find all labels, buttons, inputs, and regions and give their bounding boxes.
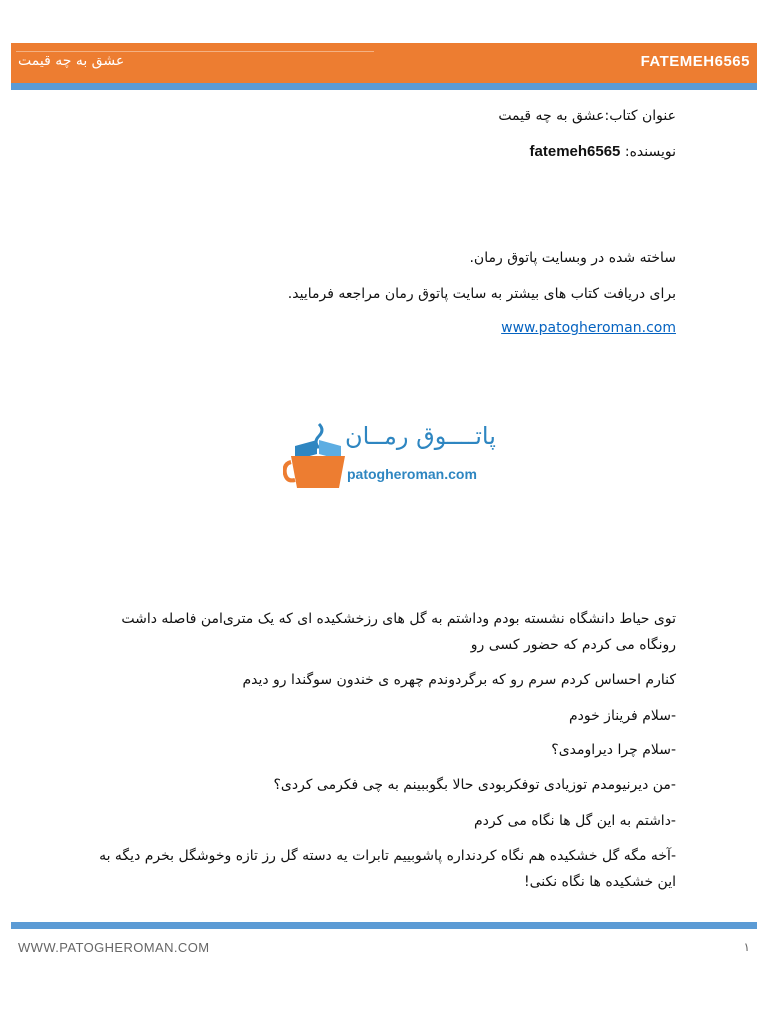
header-author: FATEMEH6565 xyxy=(640,53,750,70)
author-line xyxy=(530,143,676,160)
story-paragraph: -آخه مگه گل خشکیده هم نگاه کردنداره پاشوبییم تابرات یه دسته گل رز تازه وخوشگل بخرم دیگه به این خشکیده ها نگاه نکنی! xyxy=(99,848,676,890)
header-divider xyxy=(16,51,374,52)
story-paragraph: -سلام چرا دیراومدی؟ xyxy=(551,742,676,758)
story-paragraph: توی حیاط دانشگاه نشسته بودم وداشتم به گل های رزخشکیده ای که یک متری‌امن فاصله داشت رونگاه می کردم که حضور کسی رو xyxy=(121,611,676,653)
story-paragraph: -سلام فریناز خودم xyxy=(568,708,676,724)
footer-accent-stripe xyxy=(11,922,757,929)
page-number: ۱ xyxy=(743,940,750,954)
header-book-title: عشق به چه قیمت xyxy=(18,53,125,69)
story-paragraph: -من دیرنیومدم توزیادی توفکربودی حالا بگوببینم به چی فکرمی کردی؟ xyxy=(273,777,676,793)
author-label: نویسنده: xyxy=(624,144,676,160)
patogheroman-logo xyxy=(283,420,496,492)
footer-site: WWW.PATOGHEROMAN.COM xyxy=(18,940,210,955)
more-books-text: برای دریافت کتاب های بیشتر به سایت پاتوق رمان مراجعه فرمایید. xyxy=(287,286,676,302)
made-on-text: ساخته شده در وبسایت پاتوق رمان. xyxy=(469,250,676,266)
header-accent-stripe xyxy=(11,83,757,90)
site-link[interactable]: www.patogheroman.com xyxy=(501,320,676,336)
logo-text-fa: پاتــــوق رمــان xyxy=(345,422,496,450)
book-title-line: عنوان کتاب:عشق به چه قیمت xyxy=(498,108,676,124)
story-paragraph: کنارم احساس کردم سرم رو که برگردوندم چهره ی خندون سوگندا رو دیدم xyxy=(242,672,676,688)
story-paragraph: -داشتم به این گل ها نگاه می کردم xyxy=(473,813,676,829)
author-name: fatemeh6565 xyxy=(529,143,621,160)
logo-text-en: patogheroman.com xyxy=(347,466,477,482)
cup-book-icon xyxy=(283,420,353,492)
